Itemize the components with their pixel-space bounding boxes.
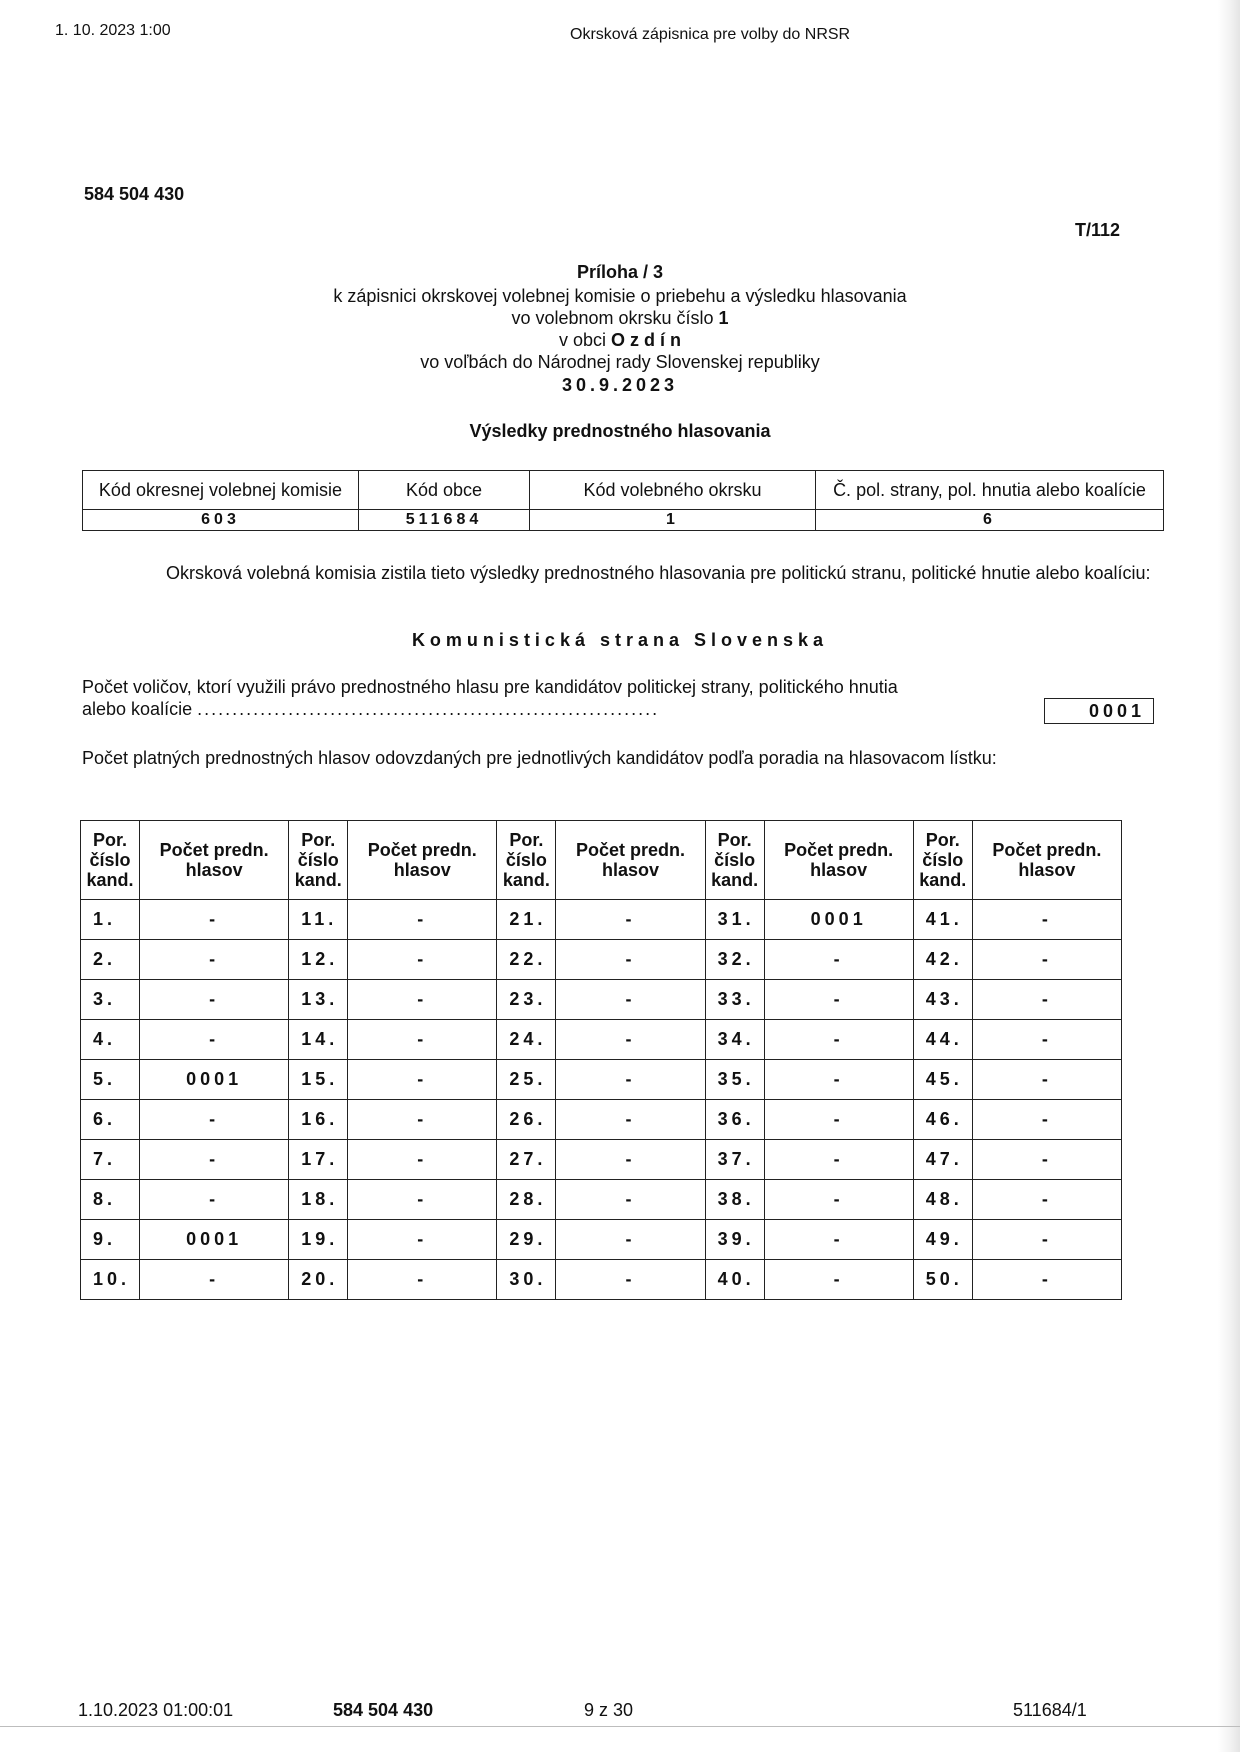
annex-title: Príloha / 3 (576, 262, 664, 282)
candidate-votes: - (556, 940, 705, 980)
candidate-number: 18. (289, 1180, 348, 1220)
candidate-votes: - (348, 1260, 497, 1300)
candidate-votes: - (764, 1220, 913, 1260)
codes-header-commission: Kód okresnej volebnej komisie (83, 471, 359, 510)
header-votes: Počet predn. hlasov (972, 821, 1121, 900)
candidate-votes: - (348, 940, 497, 980)
candidate-votes: - (348, 1060, 497, 1100)
candidate-number: 29. (497, 1220, 556, 1260)
voters-paragraph (82, 676, 1002, 720)
candidate-number: 22. (497, 940, 556, 980)
results-heading: Výsledky prednostného hlasovania (469, 421, 771, 441)
candidate-votes: - (140, 1100, 289, 1140)
header-votes: Počet predn. hlasov (556, 821, 705, 900)
candidate-votes: - (556, 1020, 705, 1060)
candidate-votes: - (972, 1100, 1121, 1140)
candidate-number: 19. (289, 1220, 348, 1260)
candidate-number: 4. (81, 1020, 140, 1060)
form-code: T/112 (1074, 220, 1120, 240)
codes-header-row (83, 471, 1164, 510)
table-row (81, 1140, 1122, 1180)
candidate-number: 6. (81, 1100, 140, 1140)
document-id: 584 504 430 (84, 184, 185, 204)
candidate-number: 38. (705, 1180, 764, 1220)
voters-line-2-text: alebo koalície (82, 699, 193, 719)
district-label: vo volebnom okrsku číslo (511, 308, 719, 328)
candidate-number: 43. (913, 980, 972, 1020)
header-candidate-number: Por. číslo kand. (913, 821, 972, 900)
candidate-number: 44. (913, 1020, 972, 1060)
codes-value-row (83, 510, 1164, 531)
candidate-number: 17. (289, 1140, 348, 1180)
header-candidate-number: Por. číslo kand. (289, 821, 348, 900)
candidate-votes: - (556, 1140, 705, 1180)
header-candidate-number: Por. číslo kand. (497, 821, 556, 900)
candidate-number: 40. (705, 1260, 764, 1300)
title-line-4: vo voľbách do Národnej rady Slovenskej republiky (420, 352, 820, 372)
candidate-number: 48. (913, 1180, 972, 1220)
table-row (81, 940, 1122, 980)
table-row (81, 1100, 1122, 1140)
codes-table (82, 470, 1164, 531)
candidate-number: 23. (497, 980, 556, 1020)
candidate-votes: - (972, 940, 1121, 980)
candidate-number: 25. (497, 1060, 556, 1100)
candidate-votes: - (140, 1020, 289, 1060)
table-row (81, 1260, 1122, 1300)
candidate-votes: - (140, 940, 289, 980)
candidate-votes: - (348, 980, 497, 1020)
candidate-number: 32. (705, 940, 764, 980)
candidate-number: 2. (81, 940, 140, 980)
results-header-row (81, 821, 1122, 900)
codes-header-municipality: Kód obce (359, 471, 530, 510)
candidate-votes: - (764, 1060, 913, 1100)
voters-line-2 (82, 698, 1002, 720)
candidate-votes: - (348, 1220, 497, 1260)
preferential-votes-intro: Počet platných prednostných hlasov odovzdaných pre jednotlivých kandidátov podľa poradia na hlasovacom lístku: (82, 748, 997, 768)
candidate-number: 26. (497, 1100, 556, 1140)
candidate-number: 28. (497, 1180, 556, 1220)
title-line-1: k zápisnici okrskovej volebnej komisie o priebehu a výsledku hlasovania (333, 286, 907, 306)
candidate-votes: - (972, 1140, 1121, 1180)
candidate-votes: - (972, 1220, 1121, 1260)
candidate-number: 34. (705, 1020, 764, 1060)
scan-bottom-line (0, 1726, 1240, 1727)
candidate-number: 24. (497, 1020, 556, 1060)
candidate-number: 10. (81, 1260, 140, 1300)
candidate-number: 37. (705, 1140, 764, 1180)
candidate-number: 30. (497, 1260, 556, 1300)
header-candidate-number: Por. číslo kand. (81, 821, 140, 900)
candidate-votes: - (348, 1020, 497, 1060)
candidate-number: 50. (913, 1260, 972, 1300)
results-body (81, 900, 1122, 1300)
candidate-votes: - (140, 1260, 289, 1300)
print-datetime: 1. 10. 2023 1:00 (55, 22, 171, 39)
codes-value-municipality: 511684 (359, 510, 530, 531)
footer-doc-id: 584 504 430 (333, 1700, 434, 1720)
candidate-number: 33. (705, 980, 764, 1020)
footer-code: 511684/1 (1013, 1700, 1087, 1720)
candidate-number: 12. (289, 940, 348, 980)
municipality-label: v obci (558, 330, 612, 350)
table-row (81, 1180, 1122, 1220)
candidate-number: 8. (81, 1180, 140, 1220)
candidate-votes: - (764, 1140, 913, 1180)
candidate-votes: - (556, 1220, 705, 1260)
candidate-number: 41. (913, 900, 972, 940)
intro-text: Okrsková volebná komisia zistila tieto výsledky prednostného hlasovania pre politickú stranu, politické hnutie alebo koalíciu: (166, 563, 1151, 583)
codes-value-district: 1 (530, 510, 816, 531)
table-row (81, 900, 1122, 940)
header-votes: Počet predn. hlasov (348, 821, 497, 900)
candidate-number: 15. (289, 1060, 348, 1100)
candidate-votes: - (972, 900, 1121, 940)
codes-header-party-number: Č. pol. strany, pol. hnutia alebo koalície (816, 471, 1164, 510)
table-row (81, 980, 1122, 1020)
codes-value-party-number: 6 (816, 510, 1164, 531)
candidate-votes: - (972, 1260, 1121, 1300)
header-candidate-number: Por. číslo kand. (705, 821, 764, 900)
document-title: Okrsková zápisnica pre volby do NRSR (570, 26, 851, 43)
candidate-number: 5. (81, 1060, 140, 1100)
candidate-votes: - (764, 1260, 913, 1300)
candidate-votes: - (972, 980, 1121, 1020)
candidate-number: 13. (289, 980, 348, 1020)
codes-header-district: Kód volebného okrsku (530, 471, 816, 510)
voters-count-box: 0001 (1044, 698, 1154, 724)
candidate-number: 21. (497, 900, 556, 940)
candidate-number: 1. (81, 900, 140, 940)
candidate-votes: - (348, 1100, 497, 1140)
voters-dot-leader: .................................................................. (197, 699, 660, 719)
candidate-votes: - (556, 1260, 705, 1300)
candidate-number: 16. (289, 1100, 348, 1140)
table-row (81, 1220, 1122, 1260)
candidate-votes: - (556, 1100, 705, 1140)
candidate-votes: - (140, 900, 289, 940)
candidate-votes: 0001 (140, 1220, 289, 1260)
candidate-votes: - (764, 1180, 913, 1220)
title-line-2 (0, 308, 1240, 329)
voters-line-1: Počet voličov, ktorí využili právo prednostného hlasu pre kandidátov politickej strany, politického hnutia (82, 677, 898, 697)
footer-page-number: 9 z 30 (584, 1700, 634, 1720)
candidate-votes: - (556, 1180, 705, 1220)
candidate-number: 3. (81, 980, 140, 1020)
candidate-votes: - (348, 1140, 497, 1180)
candidate-number: 31. (705, 900, 764, 940)
candidate-votes: - (556, 980, 705, 1020)
candidate-number: 35. (705, 1060, 764, 1100)
footer-timestamp: 1.10.2023 01:00:01 (78, 1700, 234, 1720)
candidate-number: 47. (913, 1140, 972, 1180)
candidate-votes: - (972, 1020, 1121, 1060)
table-row (81, 1060, 1122, 1100)
intro-paragraph (82, 562, 1162, 584)
candidate-votes: - (764, 1020, 913, 1060)
party-name: Komunistická strana Slovenska (411, 630, 829, 650)
header-votes: Počet predn. hlasov (764, 821, 913, 900)
candidate-votes: - (348, 900, 497, 940)
candidate-votes: - (556, 1060, 705, 1100)
municipality-name: O z d í n (611, 330, 682, 350)
title-line-3 (0, 330, 1240, 351)
election-date: 30.9.2023 (561, 375, 679, 395)
candidate-votes: - (140, 1180, 289, 1220)
candidate-votes: - (764, 980, 913, 1020)
candidate-number: 9. (81, 1220, 140, 1260)
header-votes: Počet predn. hlasov (140, 821, 289, 900)
candidate-number: 49. (913, 1220, 972, 1260)
candidate-votes: - (972, 1060, 1121, 1100)
candidate-votes: - (764, 940, 913, 980)
candidate-votes: 0001 (140, 1060, 289, 1100)
candidate-number: 7. (81, 1140, 140, 1180)
candidate-number: 45. (913, 1060, 972, 1100)
candidate-number: 11. (289, 900, 348, 940)
candidate-number: 27. (497, 1140, 556, 1180)
candidate-number: 20. (289, 1260, 348, 1300)
candidate-votes: - (140, 1140, 289, 1180)
candidate-number: 36. (705, 1100, 764, 1140)
table-row (81, 1020, 1122, 1060)
codes-value-commission: 603 (83, 510, 359, 531)
candidate-votes: - (348, 1180, 497, 1220)
candidate-votes: 0001 (764, 900, 913, 940)
district-number: 1 (718, 308, 729, 328)
candidate-number: 46. (913, 1100, 972, 1140)
candidate-votes: - (972, 1180, 1121, 1220)
candidate-number: 39. (705, 1220, 764, 1260)
candidate-votes: - (140, 980, 289, 1020)
candidate-number: 42. (913, 940, 972, 980)
preferential-results-table (80, 820, 1122, 1300)
candidate-votes: - (764, 1100, 913, 1140)
candidate-votes: - (556, 900, 705, 940)
candidate-number: 14. (289, 1020, 348, 1060)
